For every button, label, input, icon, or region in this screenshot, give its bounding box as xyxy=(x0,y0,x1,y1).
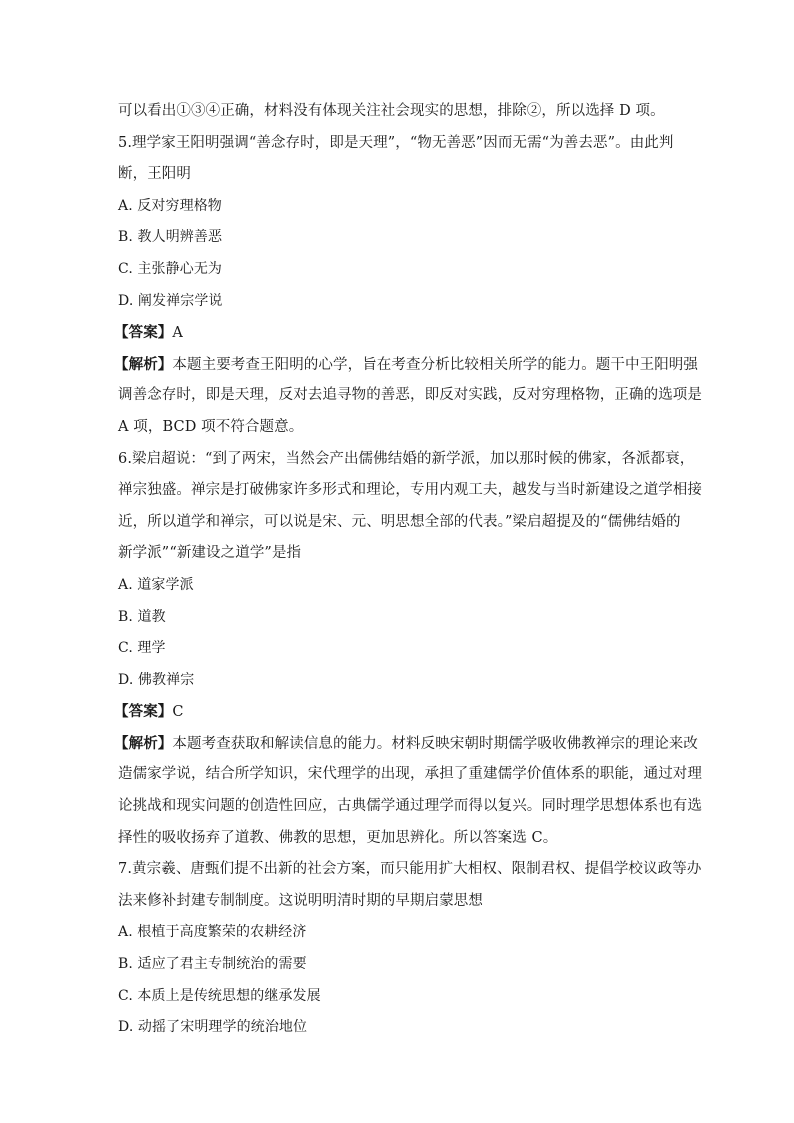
q5-analysis-cont: 调善念存时，即是天理，反对去追寻物的善恶，即反对实践，反对穷理格物，正确的选项是 xyxy=(118,387,702,404)
q7-option-c: C. 本质上是传统思想的继承发展 xyxy=(118,987,321,1004)
q5-analysis xyxy=(114,349,699,381)
section-marker: 【解析】 xyxy=(114,355,173,373)
question-6-stem-cont: 近，所以道学和禅宗，可以说是宋、元、明思想全部的代表。”梁启超提及的“儒佛结婚的 xyxy=(118,513,681,530)
question-7-stem-cont: 法来修补封建专制制度。这说明明清时期的早期启蒙思想 xyxy=(118,892,483,909)
q5-option-d: D. 阐发禅宗学说 xyxy=(118,292,223,309)
question-6-stem-cont: 新学派”“新建设之道学”是指 xyxy=(118,545,302,562)
q6-option-b: B. 道教 xyxy=(118,608,166,625)
q7-option-a: A. 根植于高度繁荣的农耕经济 xyxy=(118,924,307,941)
question-7-stem: 7.黄宗羲、唐甄们提不出新的社会方案，而只能用扩大相权、限制君权、提倡学校议政等办 xyxy=(118,861,702,878)
q6-option-d: D. 佛教禅宗 xyxy=(118,671,195,688)
q6-analysis xyxy=(114,728,699,760)
section-marker: 【解析】 xyxy=(114,734,173,752)
question-6-stem-cont: 禅宗独盛。禅宗是打破佛家许多形式和理论，专用内观工夫，越发与当时新建设之道学相接 xyxy=(118,482,702,499)
question-5-stem: 5.理学家王阳明强调“善念存时，即是天理”，“物无善恶”因而无需“为善去恶”。由此判 xyxy=(118,134,674,151)
q6-answer xyxy=(114,696,680,728)
q6-analysis-cont: 论挑战和现实问题的创造性回应，古典儒学通过理学而得以复兴。同时理学思想体系也有选 xyxy=(118,798,702,815)
q6-option-a: A. 道家学派 xyxy=(118,576,194,593)
q5-option-a: A. 反对穷理格物 xyxy=(118,197,222,214)
q6-analysis-cont: 择性的吸收扬弃了道教、佛教的思想，更加思辨化。所以答案选 C。 xyxy=(118,829,558,846)
q7-option-b: B. 适应了君主专制统治的需要 xyxy=(118,956,307,973)
text-line: 可以看出①③④正确，材料没有体现关注社会现实的思想，排除②，所以选择 D 项。 xyxy=(118,103,665,119)
section-text: A xyxy=(172,325,183,342)
q6-analysis-cont: 造儒家学说，结合所学知识，宋代理学的出现，承担了重建儒学价值体系的职能，通过对理 xyxy=(118,766,702,783)
q5-option-c: C. 主张静心无为 xyxy=(118,260,223,277)
q6-option-c: C. 理学 xyxy=(118,640,166,657)
section-text: 本题主要考查王阳明的心学，旨在考查分析比较相关所学的能力。题干中王阳明强 xyxy=(172,356,699,373)
question-6-stem: 6.梁启超说：“到了两宋，当然会产出儒佛结婚的新学派，加以那时候的佛家，各派都衰， xyxy=(118,450,695,467)
section-marker: 【答案】 xyxy=(114,703,173,721)
section-marker: 【答案】 xyxy=(114,324,173,342)
section-text: 本题考查获取和解读信息的能力。材料反映宋朝时期儒学吸收佛教禅宗的理论来改 xyxy=(172,735,699,752)
q5-analysis-cont: A 项，BCD 项不符合题意。 xyxy=(118,418,304,435)
q5-option-b: B. 教人明辨善恶 xyxy=(118,229,223,246)
q7-option-d: D. 动摇了宋明理学的统治地位 xyxy=(118,1019,308,1036)
question-5-stem-cont: 断，王阳明 xyxy=(118,166,191,183)
document-page xyxy=(114,96,702,1044)
q5-answer xyxy=(114,317,680,349)
section-text: C xyxy=(172,704,184,721)
